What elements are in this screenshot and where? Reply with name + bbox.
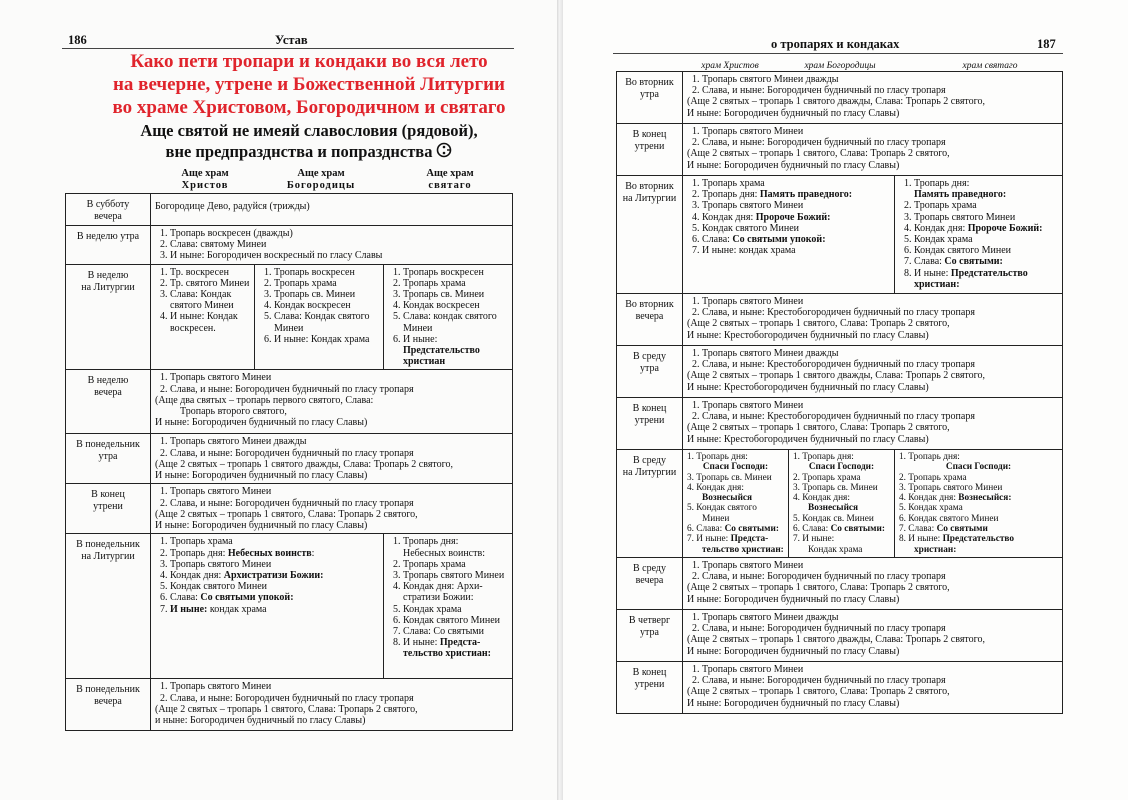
running-head-right: о тропарях и кондаках <box>771 37 900 51</box>
page-subtitle: Аще святой не имеяй славословия (рядовой), вне предпразднства и попразднства <box>62 120 556 165</box>
page-title: Како пети тропари и кондаки во вся лето на вечерне, утрене и Божественной Литургии во храме Христовом, Богородичном и святаго <box>112 51 506 118</box>
table-row: В понедельник на Литургии 1. Тропарь храма 2. Тропарь дня: Небесных воинств: 3. Тропарь святого Минеи 4. Кондак дня: Архистратизи Божии: 5. Кондак святого Минеи 6. Слава: Со святыми упокой: 7. И ныне: кондак храма 1. Тропарь дня: Небесных воинств: 2. Тропарь храма 3. Тропарь святого Минеи 4. Кондак дня: Архи- стратизи Божии: 5. Кондак храма 6. Кондак святого Минеи 7. Слава: Со святыми 8. И ныне: Предста- тельство христиан: <box>66 534 513 679</box>
table-row: В среду на Литургии 1. Тропарь дня: Спаси Господи: 3. Тропарь св. Минеи 4. Кондак дня: Вознесыйся 5. Кондак святого Минеи 6. Слава: Со святыми: 7. И ныне: Предста- тельство христиан: 1. Тропарь дня: Спаси Господи: 2. Тропарь храма 3. Тропарь св. Минеи 4. Кондак дня: Вознесыйся 5. Кондак св. Минеи 6. Слава: Со святыми: 7. И ныне: Кондак храма 1. Тропарь дня: Спаси Господи: 2. Тропарь храма 3. Тропарь святого Минеи 4. Кондак дня: Вознесыйся: 5. Кондак храма 6. Кондак святого Минеи 7. Слава: Со святыми 8. И ныне: Предстательство христиан: <box>617 450 1063 558</box>
page-number-right: 187 <box>1037 37 1056 51</box>
table-row: Во вторник на Литургии 1. Тропарь храма 2. Тропарь дня: Память праведного: 3. Тропарь святого Минеи 4. Кондак дня: Пророче Божий: 5. Кондак святого Минеи 6. Слава: Со святыми упокой: 7. И ныне: кондак храма 1. Тропарь дня: Память праведного: 2. Тропарь храма 3. Тропарь святого Минеи 4. Кондак дня: Пророче Божий: 5. Кондак храма 6. Кондак святого Минеи 7. Слава: Со святыми: 8. И ныне: Предстательство христиан: <box>617 176 1063 294</box>
table-row: В среду утра 1. Тропарь святого Минеи дважды 2. Слава, и ныне: Крестобогородичен будничный по гласу тропаря (Аще 2 святых – тропарь 1 святого дважды, Слава: Тропарь 2 святого, И ныне: Крестобогородичен будничный по гласу Славы) <box>617 346 1063 398</box>
table-row: В понедельник вечера 1. Тропарь святого Минеи 2. Слава, и ныне: Богородичен будничный по гласу тропаря (Аще 2 святых – тропарь 1 святого, Слава: Тропарь 2 святого, и ныне: Богородичен будничный по гласу Славы) <box>66 679 513 731</box>
col-header-saint-right: храм святаго <box>962 61 1018 71</box>
table-row: В неделю вечера 1. Тропарь святого Минеи 2. Слава, и ныне: Богородичен будничный по гласу тропаря (Аще два святых – тропарь первого святого, Слава: Тропарь второго святого, И ныне: Богородичен будничный по гласу Славы) <box>66 370 513 434</box>
table-row: В конец утрени 1. Тропарь святого Минеи 2. Слава, и ныне: Богородичен будничный по гласу тропаря (Аще 2 святых – тропарь 1 святого, Слава: Тропарь 2 святого, И ныне: Богородичен будничный по гласу Славы) <box>66 484 513 534</box>
header-rule-right <box>613 53 1063 54</box>
typikon-sign-icon <box>436 142 452 165</box>
col-header-saint: Аще храм святаго <box>426 168 474 191</box>
col-header-christ: Аще храм Христов <box>181 168 229 191</box>
table-row: В неделю утра 1. Тропарь воскресен (дважды) 2. Слава: святому Минеи 3. И ныне: Богородичен воскресный по гласу Славы <box>66 226 513 265</box>
col-header-theotokos-right: храм Богородицы <box>804 61 876 71</box>
table-row: В четверг утра 1. Тропарь святого Минеи дважды 2. Слава, и ныне: Богородичен будничный по гласу тропаря (Аще 2 святых – тропарь 1 святого дважды, Слава: Тропарь 2 святого, И ныне: Богородичен будничный по гласу Славы) <box>617 609 1063 661</box>
table-row: Во вторник вечера 1. Тропарь святого Минеи 2. Слава, и ныне: Крестобогородичен будничный по гласу тропаря (Аще 2 святых – тропарь 1 святого, Слава: Тропарь 2 святого, И ныне: Крестобогородичен будничный по гласу Славы) <box>617 294 1063 346</box>
table-row: В субботу вечера Богородице Дево, радуйся (трижды) <box>66 194 513 226</box>
table-row: В конец утрени 1. Тропарь святого Минеи 2. Слава, и ныне: Крестобогородичен будничный по гласу тропаря (Аще 2 святых – тропарь 1 святого, Слава: Тропарь 2 святого, И ныне: Крестобогородичен будничный по гласу Славы) <box>617 398 1063 450</box>
left-table <box>65 193 513 731</box>
table-row: Во вторник утра 1. Тропарь святого Минеи дважды 2. Слава, и ныне: Богородичен будничный по гласу тропаря (Аще 2 святых – тропарь 1 святого дважды, Слава: Тропарь 2 святого, И ныне: Богородичен будничный по гласу Славы) <box>617 72 1063 124</box>
table-row: В неделю на Литургии 1. Тр. воскресен 2. Тр. святого Минеи 3. Слава: Кондак святого Минеи 4. И ныне: Кондак воскресен. 1. Тропарь воскресен 2. Тропарь храма 3. Тропарь св. Минеи 4. Кондак воскресен 5. Слава: Кондак святого Минеи 6. И ныне: Кондак храма 1. Тропарь воскресен 2. Тропарь храма 3. Тропарь св. Минеи 4. Кондак воскресен 5. Слава: кондак святого Минеи 6. И ныне: Предстательство христиан <box>66 264 513 370</box>
running-head-left: Устав <box>275 33 308 47</box>
right-page <box>563 0 1128 800</box>
right-table <box>616 71 1063 714</box>
page-number-left: 186 <box>68 33 87 47</box>
table-row: В конец утрени 1. Тропарь святого Минеи 2. Слава, и ныне: Богородичен будничный по гласу тропаря (Аще 2 святых – тропарь 1 святого, Слава: Тропарь 2 святого, И ныне: Богородичен будничный по гласу Славы) <box>617 124 1063 176</box>
col-header-christ-right: храм Христов <box>701 61 759 71</box>
table-row: В конец утрени 1. Тропарь святого Минеи 2. Слава, и ныне: Богородичен будничный по гласу тропаря (Аще 2 святых – тропарь 1 святого, Слава: Тропарь 2 святого, И ныне: Богородичен будничный по гласу Славы) <box>617 661 1063 713</box>
table-row: В среду вечера 1. Тропарь святого Минеи 2. Слава, и ныне: Богородичен будничный по гласу тропаря (Аще 2 святых – тропарь 1 святого, Слава: Тропарь 2 святого, И ныне: Богородичен будничный по гласу Славы) <box>617 557 1063 609</box>
left-page <box>0 0 557 800</box>
table-row: В понедельник утра 1. Тропарь святого Минеи дважды 2. Слава, и ныне: Богородичен будничный по гласу тропаря (Аще 2 святых – тропарь 1 святого дважды, Слава: Тропарь 2 святого, И ныне: Богородичен будничный по гласу Славы) <box>66 434 513 484</box>
col-header-theotokos: Аще храм Богородицы <box>286 168 356 191</box>
header-rule-left <box>62 48 514 49</box>
